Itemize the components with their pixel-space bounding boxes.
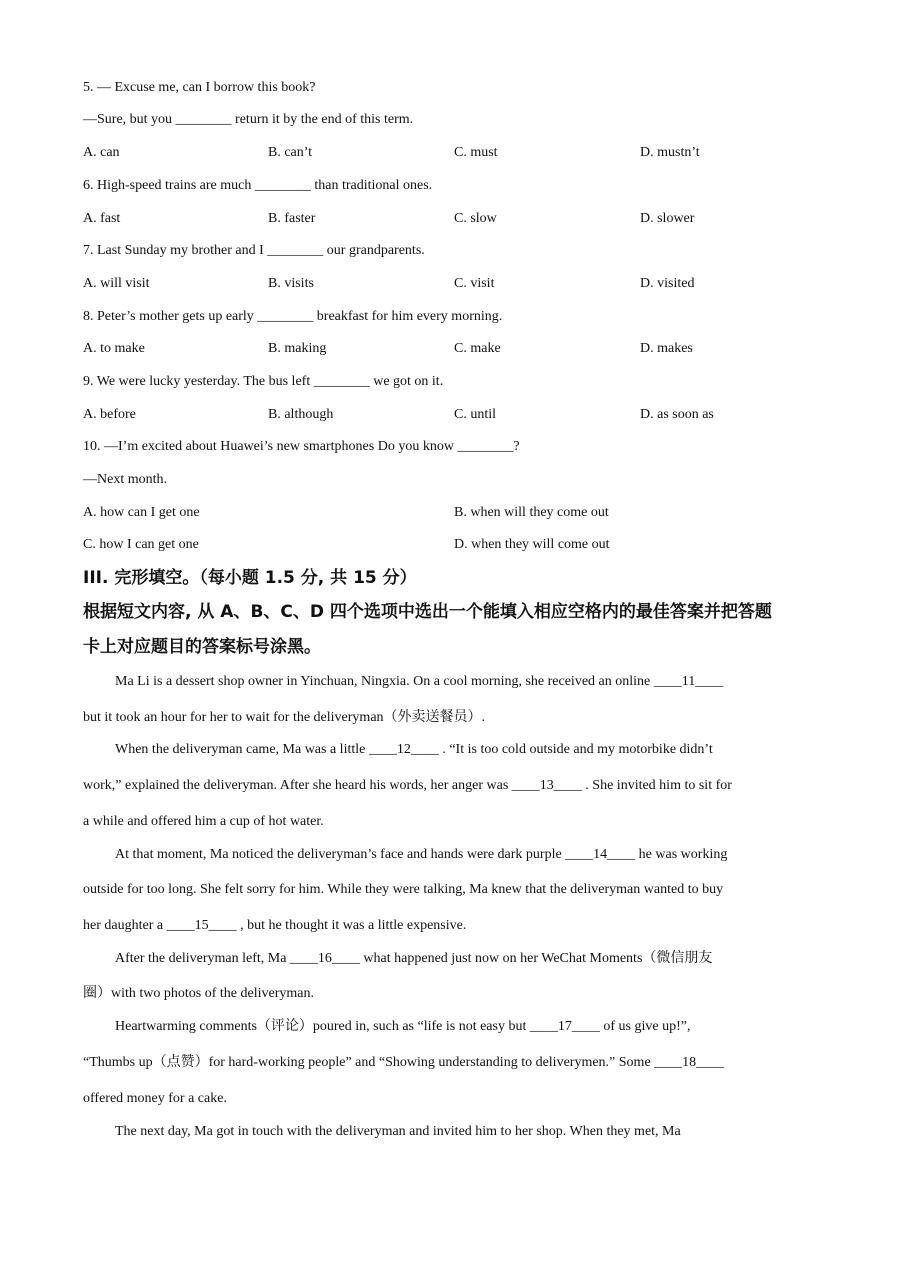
passage-line: but it took an hour for her to wait for the deliveryman（外卖送餐员）. bbox=[83, 710, 486, 725]
question-5-option-c: C. must bbox=[454, 145, 498, 160]
question-10-stem: 10. —I’m excited about Huawei’s new smartphones Do you know ________? bbox=[83, 439, 520, 454]
passage-line: her daughter a ____15____ , but he thought it was a little expensive. bbox=[83, 918, 467, 933]
question-6-stem: 6. High-speed trains are much ________ than traditional ones. bbox=[83, 178, 433, 193]
passage-line: work,” explained the deliveryman. After she heard his words, her anger was ____13____ . She invited him to sit for bbox=[83, 778, 732, 793]
question-8-stem: 8. Peter’s mother gets up early ________ breakfast for him every morning. bbox=[83, 309, 503, 324]
passage-line: outside for too long. She felt sorry for him. While they were talking, Ma knew that the deliveryman wanted to buy bbox=[83, 882, 724, 897]
question-8-option-c: C. make bbox=[454, 341, 501, 356]
question-10-option-a: A. how can I get one bbox=[83, 505, 200, 520]
passage-line: At that moment, Ma noticed the deliveryman’s face and hands were dark purple ____14____ he was working bbox=[115, 847, 728, 862]
question-5-stem-reply: —Sure, but you ________ return it by the end of this term. bbox=[83, 112, 414, 127]
question-7-option-a: A. will visit bbox=[83, 276, 150, 291]
question-9-option-b: B. although bbox=[268, 407, 334, 422]
section-heading: III. 完形填空。（每小题 1.5 分, 共 15 分） bbox=[83, 568, 417, 588]
passage-line: offered money for a cake. bbox=[83, 1091, 227, 1106]
passage-line: Heartwarming comments（评论）poured in, such as “life is not easy but ____17____ of us give up!”, bbox=[115, 1019, 691, 1034]
passage-line: a while and offered him a cup of hot water. bbox=[83, 814, 324, 829]
question-8-option-a: A. to make bbox=[83, 341, 145, 356]
passage-line: The next day, Ma got in touch with the deliveryman and invited him to her shop. When they met, Ma bbox=[115, 1124, 681, 1139]
question-8-option-b: B. making bbox=[268, 341, 327, 356]
question-5-stem: 5. — Excuse me, can I borrow this book? bbox=[83, 80, 316, 95]
question-10-option-b: B. when will they come out bbox=[454, 505, 609, 520]
passage-line: 圈）with two photos of the deliveryman. bbox=[83, 986, 314, 1001]
question-5-option-d: D. mustn’t bbox=[640, 145, 700, 160]
question-10-stem-reply: —Next month. bbox=[83, 472, 167, 487]
passage-line: “Thumbs up（点赞）for hard-working people” and “Showing understanding to deliverymen.” Some ____18____ bbox=[83, 1055, 725, 1070]
question-9-option-a: A. before bbox=[83, 407, 136, 422]
section-instruction-line-2: 卡上对应题目的答案标号涂黑。 bbox=[83, 637, 321, 657]
passage-line: When the deliveryman came, Ma was a little ____12____ . “It is too cold outside and my motorbike didn’t bbox=[115, 742, 713, 757]
question-9-option-c: C. until bbox=[454, 407, 497, 422]
question-6-option-b: B. faster bbox=[268, 211, 316, 226]
passage-line: Ma Li is a dessert shop owner in Yinchuan, Ningxia. On a cool morning, she received an online ____11____ bbox=[115, 674, 724, 689]
question-7-stem: 7. Last Sunday my brother and I ________ our grandparents. bbox=[83, 243, 425, 258]
question-7-option-d: D. visited bbox=[640, 276, 695, 291]
question-10-option-d: D. when they will come out bbox=[454, 537, 610, 552]
question-5-option-b: B. can’t bbox=[268, 145, 313, 160]
question-5-option-a: A. can bbox=[83, 145, 120, 160]
section-instruction-line-1: 根据短文内容, 从 A、B、C、D 四个选项中选出一个能填入相应空格内的最佳答案并把答题 bbox=[83, 602, 772, 622]
question-7-option-c: C. visit bbox=[454, 276, 495, 291]
question-6-option-c: C. slow bbox=[454, 211, 497, 226]
question-6-option-a: A. fast bbox=[83, 211, 121, 226]
question-6-option-d: D. slower bbox=[640, 211, 695, 226]
question-9-option-d: D. as soon as bbox=[640, 407, 714, 422]
passage-line: After the deliveryman left, Ma ____16____ what happened just now on her WeChat Moments（微信朋友 bbox=[115, 951, 713, 966]
question-10-option-c: C. how I can get one bbox=[83, 537, 199, 552]
question-7-option-b: B. visits bbox=[268, 276, 314, 291]
question-8-option-d: D. makes bbox=[640, 341, 693, 356]
question-9-stem: 9. We were lucky yesterday. The bus left ________ we got on it. bbox=[83, 374, 444, 389]
